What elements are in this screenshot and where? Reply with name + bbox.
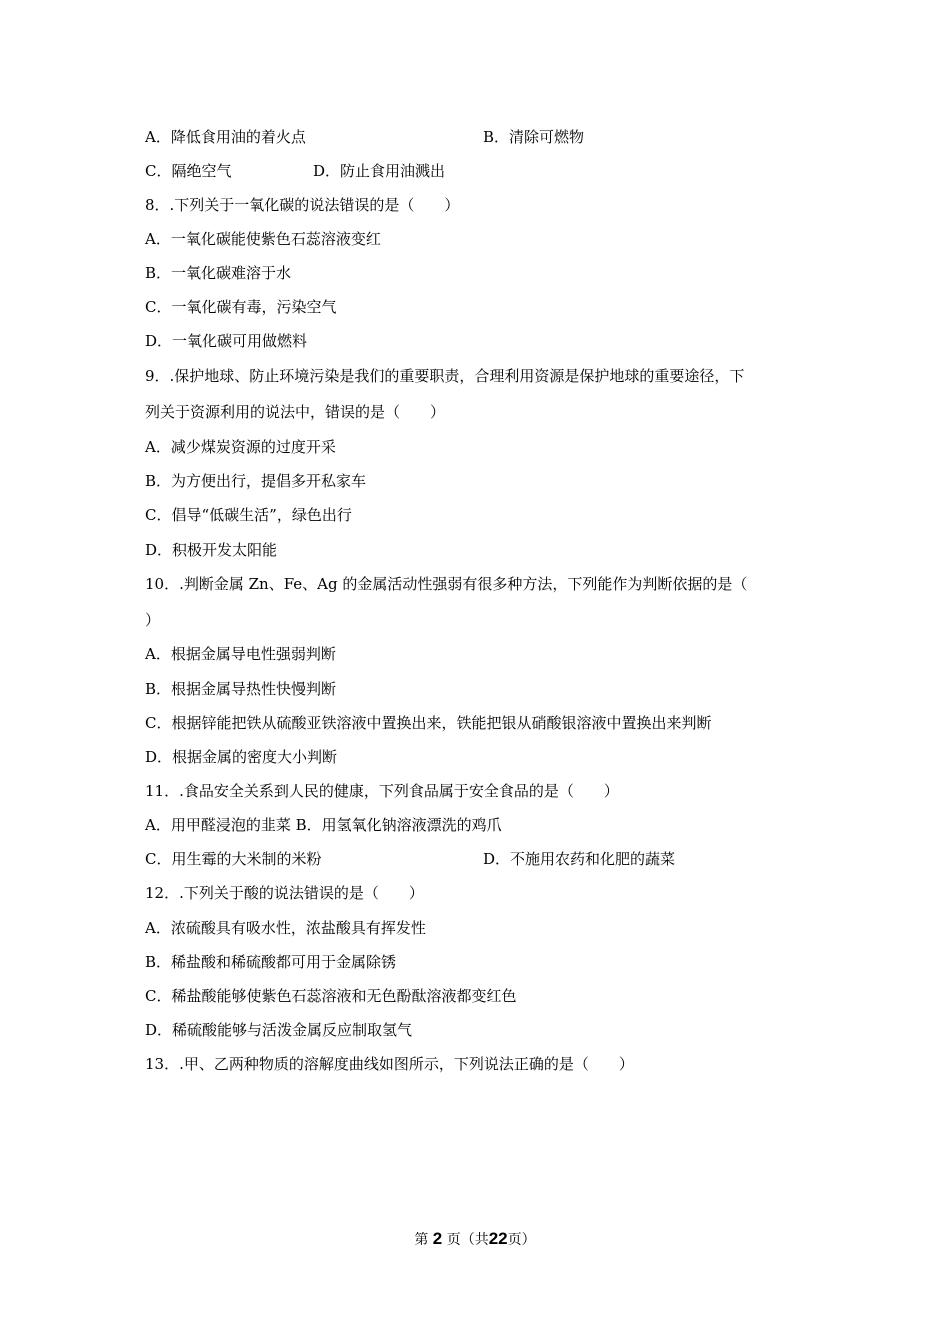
page-footer	[0, 1229, 950, 1250]
q12-option-d: D．稀硫酸能够与活泼金属反应制取氢气	[145, 1021, 413, 1039]
q9-option-b: B．为方便出行，提倡多开私家车	[145, 472, 367, 490]
q10-option-c: C．根据锌能把铁从硫酸亚铁溶液中置换出来，铁能把银从硝酸银溶液中置换出来判断	[145, 714, 712, 732]
q10-option-a: A．根据金属导电性强弱判断	[145, 645, 336, 663]
q7-option-b: B．清除可燃物	[483, 128, 585, 146]
q7-option-a: A．降低食用油的着火点	[145, 128, 306, 146]
q10-stem-line-1: 10．.判断金属 Zn、Fe、Ag 的金属活动性强弱有很多种方法，下列能作为判断依据的是（	[145, 575, 748, 593]
q11-option-ab: A．用甲醛浸泡的韭菜 B．用氢氧化钠溶液漂洗的鸡爪	[145, 816, 502, 834]
q10-option-b: B．根据金属导热性快慢判断	[145, 680, 337, 698]
q12-option-b: B．稀盐酸和稀硫酸都可用于金属除锈	[145, 953, 397, 971]
q9-stem-line-1: 9．.保护地球、防止环境污染是我们的重要职责，合理利用资源是保护地球的重要途径，下	[145, 367, 745, 385]
footer-prefix: 第	[414, 1232, 429, 1248]
q10-stem-line-2: ）	[145, 611, 161, 629]
q7-option-c: C．隔绝空气	[145, 162, 232, 180]
q9-option-c: C．倡导“低碳生活”，绿色出行	[145, 506, 352, 524]
q8-option-d: D．一氧化碳可用做燃料	[145, 332, 308, 350]
q12-stem: 12．.下列关于酸的说法错误的是（ ）	[145, 884, 424, 902]
footer-suffix: 页）	[507, 1232, 536, 1248]
current-page-number: 2	[432, 1229, 443, 1248]
q12-option-c: C．稀盐酸能够使紫色石蕊溶液和无色酚酞溶液都变红色	[145, 987, 517, 1005]
q11-option-c: C．用生霉的大米制的米粉	[145, 850, 322, 868]
q10-option-d: D．根据金属的密度大小判断	[145, 748, 338, 766]
q11-option-d: D．不施用农药和化肥的蔬菜	[483, 850, 676, 868]
q9-option-d: D．积极开发太阳能	[145, 541, 278, 559]
q13-stem: 13．.甲、乙两种物质的溶解度曲线如图所示，下列说法正确的是（ ）	[145, 1055, 634, 1073]
total-page-number: 22	[488, 1229, 508, 1248]
q11-stem: 11．.食品安全关系到人民的健康，下列食品属于安全食品的是（ ）	[145, 782, 619, 800]
q9-stem-line-2: 列关于资源利用的说法中，错误的是（ ）	[145, 403, 446, 421]
q8-option-c: C．一氧化碳有毒，污染空气	[145, 298, 337, 316]
q8-stem: 8．.下列关于一氧化碳的说法错误的是（ ）	[145, 196, 460, 214]
q8-option-b: B．一氧化碳难溶于水	[145, 264, 292, 282]
footer-middle: 页（共	[446, 1232, 489, 1248]
q9-option-a: A．减少煤炭资源的过度开采	[145, 438, 336, 456]
q12-option-a: A．浓硫酸具有吸水性，浓盐酸具有挥发性	[145, 919, 426, 937]
q7-option-d: D．防止食用油溅出	[313, 162, 446, 180]
q8-option-a: A．一氧化碳能使紫色石蕊溶液变红	[145, 230, 381, 248]
